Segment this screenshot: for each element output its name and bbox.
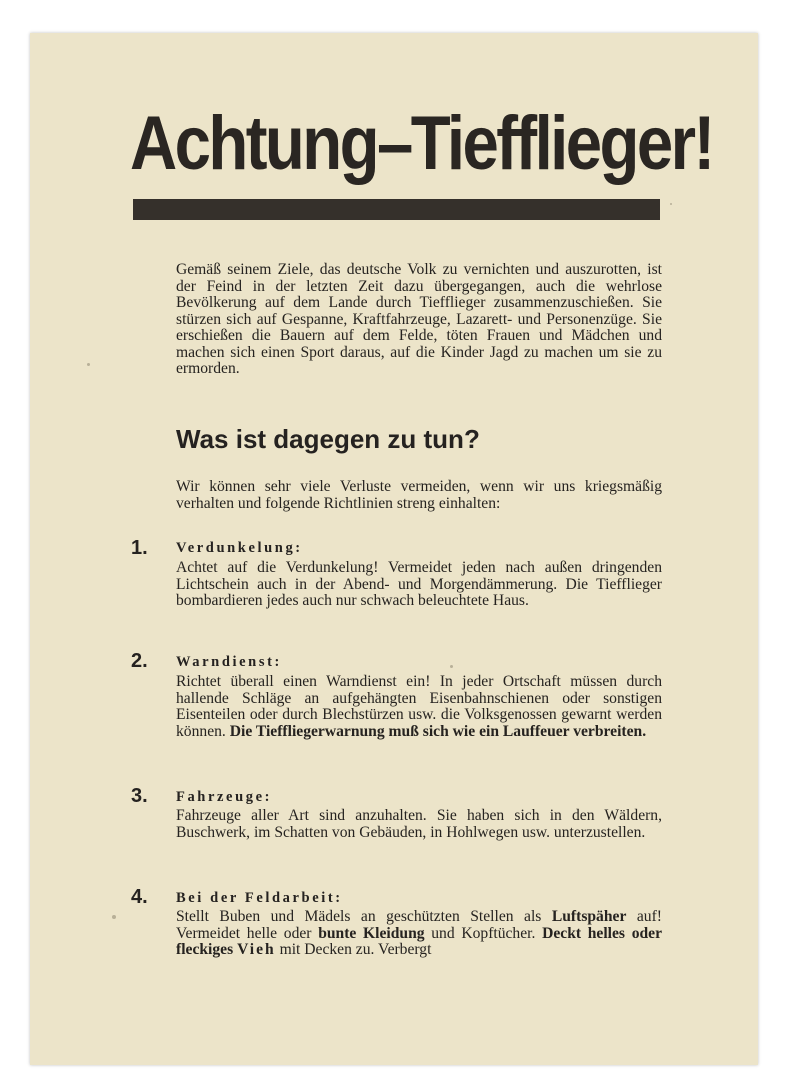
item-heading-2: Warndienst: bbox=[176, 654, 282, 670]
intro-paragraph: Gemäß seinem Ziele, das deutsche Volk zu vernichten und auszurotten, ist der Feind in der letzten Zeit dazu übergegangen, auch die wehrlose Bevölkerung auf dem Lande durch Tiefflieger zusammenzuschießen. Sie stürzen sich auf Gespanne, Kraftfahrzeuge, Lazarett- und Personenzüge. Sie erschießen die Bauern auf dem Felde, töten Frauen und Mädchen und machen sich einen Sport daraus, auf die Kinder Jagd zu machen um sie zu ermorden. bbox=[176, 261, 662, 377]
item-number-4: 4. bbox=[131, 886, 148, 908]
item-text-2-emphasis: Die Tieffliegerwarnung muß sich wie ein Lauffeuer verbreiten. bbox=[229, 722, 647, 740]
item-text-4-emphasis: bunte Kleidung bbox=[318, 924, 425, 942]
item-text-2-main: Richtet überall einen Warndienst ein! In jeder Ortschaft müssen durch hallende Schläge an aufgehängten Eisenbahnschienen oder sonstigen Eisenteilen oder durch Blechstürzen usw. die Volksgenossen gewarnt werden können. bbox=[176, 673, 662, 740]
item-text-2 bbox=[176, 674, 662, 740]
item-number-3: 3. bbox=[131, 785, 148, 807]
item-number-2: 2. bbox=[131, 650, 148, 672]
item-text-4-emphasis: Vieh bbox=[237, 941, 276, 958]
item-text-3: Fahrzeuge aller Art sind anzuhalten. Sie haben sich in den Wäldern, Buschwerk, im Schatten von Gebäuden, in Hohlwegen usw. unterzustellen. bbox=[176, 807, 662, 841]
paper-speck bbox=[112, 915, 116, 919]
item-text-4-emphasis: Luftspäher bbox=[551, 908, 627, 925]
item-text-4-emphasis: Deckt helles oder fleckiges bbox=[176, 924, 663, 958]
paper-speck bbox=[450, 665, 453, 668]
section-heading: Was ist dagegen zu tun? bbox=[176, 424, 480, 454]
item-heading-4: Bei der Feldarbeit: bbox=[176, 890, 343, 906]
paper-speck bbox=[87, 363, 90, 366]
item-heading-1: Verdunkelung: bbox=[176, 540, 303, 556]
lead-paragraph: Wir können sehr viele Verluste vermeiden, wenn wir uns kriegsmäßig verhalten und folgende Richtlinien streng einhalten: bbox=[176, 478, 662, 512]
title-underline-bar bbox=[133, 199, 660, 220]
paper-speck bbox=[670, 203, 672, 205]
item-text-4-part: auf! Vermeidet helle oder bbox=[176, 908, 662, 942]
item-number-1: 1. bbox=[131, 537, 148, 559]
leaflet-paper bbox=[30, 33, 758, 1065]
item-heading-3: Fahrzeuge: bbox=[176, 789, 273, 805]
item-text-4-part: mit Decken zu. Verbergt bbox=[279, 941, 432, 958]
leaflet-title: Achtung–Tiefflieger! bbox=[130, 101, 713, 186]
item-text-4-part: und Kopftücher. bbox=[431, 924, 536, 942]
item-text-4 bbox=[176, 909, 662, 959]
item-text-1: Achtet auf die Verdunkelung! Vermeidet jeden nach außen dringenden Lichtschein auch in der Abend- und Morgendämmerung. Die Tiefflieger bombardieren jedes auch nur schwach beleuchtete Haus. bbox=[176, 559, 662, 609]
item-text-4-part: Stellt Buben und Mädels an geschützten Stellen als bbox=[176, 908, 542, 925]
